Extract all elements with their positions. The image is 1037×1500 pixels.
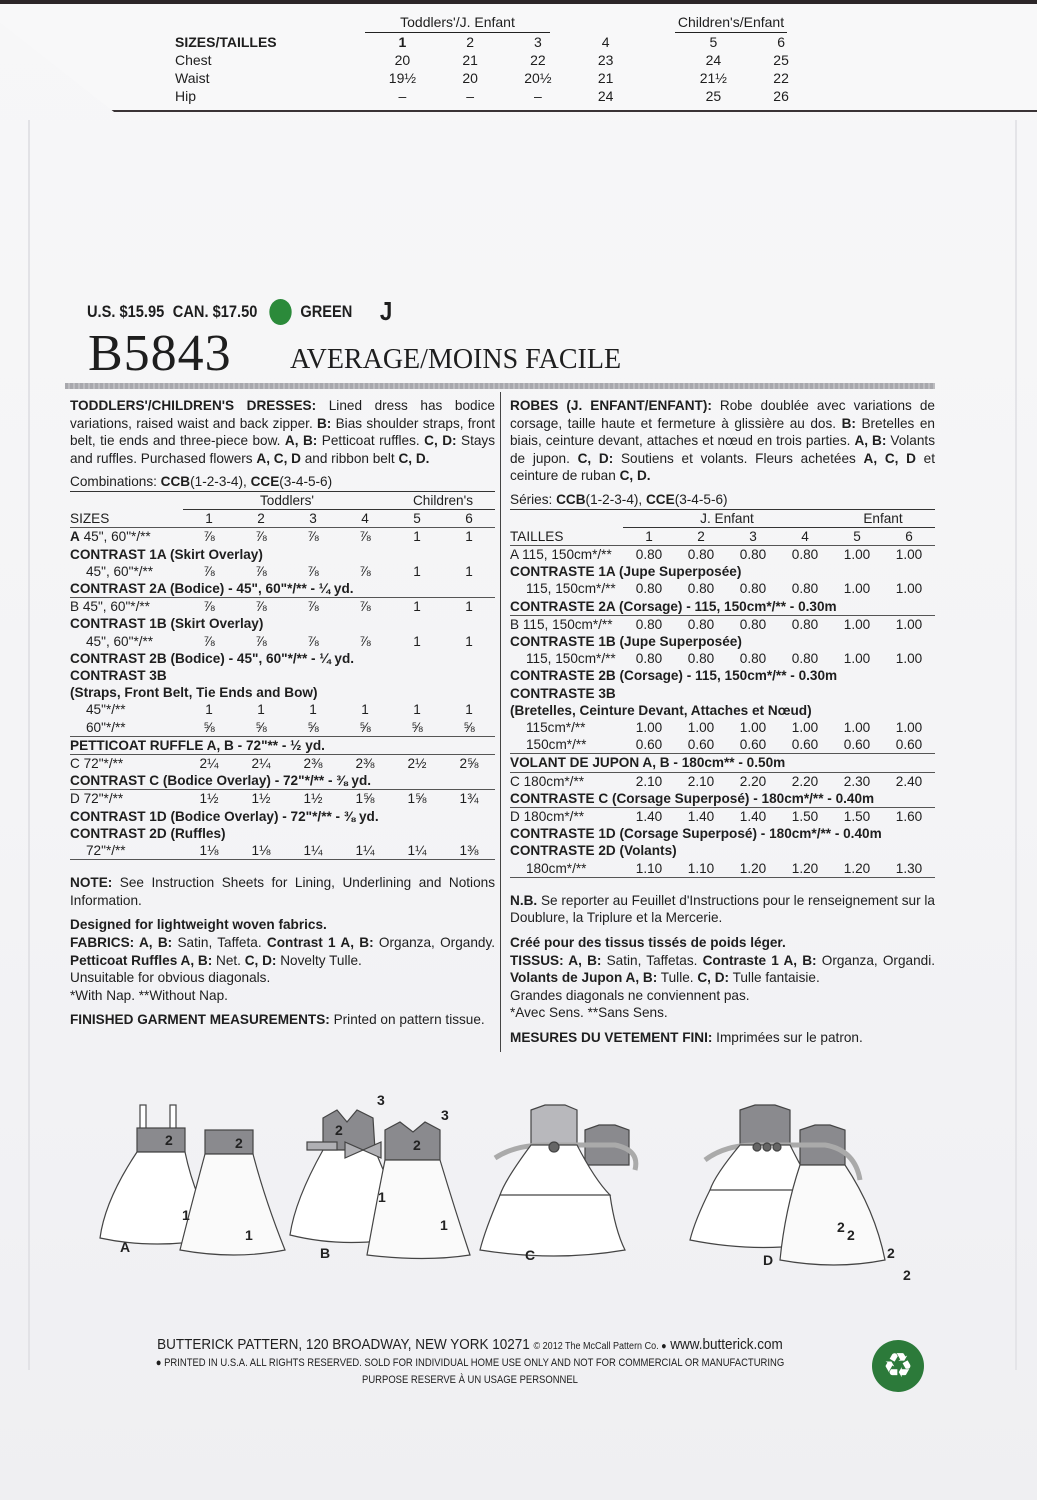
table-row: CONTRAST C (Bodice Overlay) - 72"*/** - ⅜ yd. <box>70 772 495 790</box>
svg-text:2: 2 <box>335 1122 343 1138</box>
table-row: 45", 60"*/** ⅞ ⅞ ⅞ ⅞ 1 1 <box>86 563 473 579</box>
svg-text:2: 2 <box>887 1245 895 1261</box>
designed-for: Créé pour des tissus tissés de poids léger. <box>510 935 786 951</box>
note: NOTE: See Instruction Sheets for Lining, Underlining and Notions Information. <box>70 875 495 908</box>
table-row: CONTRAST 3B <box>70 668 167 683</box>
table-row: B 45", 60"*/** ⅞ ⅞ ⅞ ⅞ 1 1 <box>70 599 473 615</box>
table-row: D 72"*/** 1½ 1½ 1½ 1⅝ 1⅝ 1¾ <box>70 791 479 807</box>
svg-text:2: 2 <box>235 1135 243 1151</box>
table-row: A 45", 60"*/** ⅞ ⅞ ⅞ ⅞ 1 1 <box>70 529 473 545</box>
table-row: CONTRAST 1A (Skirt Overlay) <box>70 546 263 562</box>
size-row: SIZES/TAILLES 1 2 3 4 5 6 <box>175 34 785 50</box>
website-link[interactable]: www.butterick.com <box>670 1336 783 1353</box>
table-row: CONTRAST 1D (Bodice Overlay) - 72"*/** - ⅜ yd. <box>70 808 379 824</box>
table-row: CONTRASTE C (Corsage Superposé) - 180cm*/** - 0.40m <box>510 790 935 808</box>
unsuitable: Unsuitable for obvious diagonals. <box>70 970 271 986</box>
svg-text:2: 2 <box>847 1227 855 1243</box>
group-header-children: Children's/Enfant <box>675 14 787 33</box>
nap-legend: *Avec Sens. **Sans Sens. <box>510 1005 668 1021</box>
table-row: CONTRASTE 2A (Corsage) - 115, 150cm*/** - 0.30m <box>510 598 935 616</box>
description: ROBES (J. ENFANT/ENFANT): Robe doublée avec variations de corsage, taille haute et fermeture à glissière au dos. B: Bretelles en biais, ceinture devant, attaches et nœud en trois parties. A, B: Volants de jupon. C, D: Soutiens et volants. Fleurs achetées A, C, D et ceinture de ruban C, D. <box>510 398 935 484</box>
table-row: VOLANT DE JUPON A, B - 180cm** - 0.50m <box>510 754 935 772</box>
svg-text:2: 2 <box>165 1132 173 1148</box>
svg-text:A: A <box>120 1239 131 1255</box>
nap-legend: *With Nap. **Without Nap. <box>70 987 228 1003</box>
unsuitable: Grandes diagonals ne conviennent pas. <box>510 987 750 1003</box>
svg-text:2: 2 <box>903 1267 911 1283</box>
table-row: 115, 150cm*/** 0.80 0.80 0.80 0.80 1.00 1.00 <box>526 651 923 667</box>
table-row: CONTRASTE 2D (Volants) <box>510 843 677 859</box>
table-row: CONTRASTE 1B (Jupe Superposée) <box>510 633 742 649</box>
garment-illustrations <box>95 1090 935 1290</box>
table-row: C 72"*/** 2¼ 2¼ 2⅜ 2⅜ 2½ 2⅝ <box>70 756 479 772</box>
table-row: 45", 60"*/** ⅞ ⅞ ⅞ ⅞ 1 1 <box>86 633 473 649</box>
fold-line <box>1015 120 1017 1370</box>
french-column <box>510 397 935 1054</box>
table-row: CONTRAST 2B (Bodice) - 45", 60"*/** - ¼ yd. <box>70 650 355 666</box>
table-row: 115, 150cm*/** 0.80 0.80 0.80 0.80 1.00 1.00 <box>526 581 923 597</box>
table-row: 45"*/** 1 1 1 1 1 1 <box>86 702 473 718</box>
table-row: 60"*/** ⅝ ⅝ ⅝ ⅝ ⅝ ⅝ <box>70 719 495 737</box>
english-column <box>70 397 495 1036</box>
svg-text:1: 1 <box>245 1227 253 1243</box>
price-us: U.S. $15.95 <box>87 301 165 321</box>
table-row: A 115, 150cm*/** 0.80 0.80 0.80 0.80 1.00 1.00 <box>510 546 923 562</box>
color-dot-icon <box>269 299 291 325</box>
svg-text:2: 2 <box>837 1219 845 1235</box>
sizes-row: SIZES 1 2 3 4 5 6 <box>70 510 495 528</box>
yardage-table: Toddlers' Children's SIZES 1 2 3 4 5 6 A 45", 60"*/** ⅞ ⅞ ⅞ ⅞ 1 1 CONTRAST 1A (Skirt Overlay) 45", 60"*/** ⅞ ⅞ ⅞ ⅞ 1 1 CONTRAST 2A (Bodice) - 45", 60"*/** - ¼ yd. B 45", 60"*/** ⅞ ⅞ ⅞ ⅞ 1 1 CONTRAST 1B (Skirt Overlay) 45", 60"*/** ⅞ ⅞ ⅞ ⅞ 1 1 CONTRAST 2B (Bodice) - 45", 60"*/** - ¼ yd. CONTRAST 3B (Straps, Front Belt, Tie Ends and Bow) 45"*/** 1 1 1 1 1 1 60"*/** ⅝ ⅝ ⅝ ⅝ ⅝ ⅝ PETTICOAT RUFFLE A, B - 72"** - ½ yd. C 72"*/** 2¼ 2¼ 2⅜ 2⅜ 2½ 2⅝ CONTRAST C (Bodice Overlay) - 72"*/** - ⅜ yd. D 72"*/** 1½ 1½ 1½ 1⅝ 1⅝ 1¾ CONTRAST 1D (Bodice Overlay) - 72"*/** - ⅜ yd. CONTRAST 2D (Ruffles) 72"*/** 1⅛ 1⅛ 1¼ 1¼ 1¼ 1⅜ <box>70 492 495 860</box>
price-line <box>87 296 401 327</box>
table-row: CONTRAST 2A (Bodice) - 45", 60"*/** - ¼ yd. <box>70 580 495 598</box>
svg-text:1: 1 <box>378 1189 386 1205</box>
svg-text:B: B <box>320 1245 331 1261</box>
notes <box>510 892 935 1047</box>
table-row: B 115, 150cm*/** 0.80 0.80 0.80 0.80 1.00 1.00 <box>510 616 923 632</box>
combinations: Combinations: CCB(1-2-3-4), CCE(3-4-5-6) <box>70 473 495 492</box>
table-row: CONTRASTE 2B (Corsage) - 115, 150cm*/** - 0.30m <box>510 668 838 684</box>
table-row: CONTRASTE 1D (Corsage Superposé) - 180cm*/** - 0.40m <box>510 826 882 842</box>
table-row: 180cm*/** 1.10 1.10 1.20 1.20 1.20 1.30 <box>510 860 935 878</box>
yardage-table: J. Enfant Enfant TAILLES 1 2 3 4 5 6 A 115, 150cm*/** 0.80 0.80 0.80 0.80 1.00 1.00 CONTRASTE 1A (Jupe Superposée) 115, 150cm*/** 0.80 0.80 0.80 0.80 1.00 1.00 CONTRASTE 2A (Corsage) - 115, 150cm*/** - 0.30m B 115, 150cm*/** 0.80 0.80 0.80 0.80 1.00 1.00 CONTRASTE 1B (Jupe Superposée) 115, 150cm*/** 0.80 0.80 0.80 0.80 1.00 1.00 CONTRASTE 2B (Corsage) - 115, 150cm*/** - 0.30m CONTRASTE 3B (Bretelles, Ceinture Devant, Attaches et Nœud) 115cm*/** 1.00 1.00 1.00 1.00 1.00 1.00 150cm*/** 0.60 0.60 0.60 0.60 0.60 0.60 VOLANT DE JUPON A, B - 180cm** - 0.50m C 180cm*/** 2.10 2.10 2.20 2.20 2.30 2.40 CONTRASTE C (Corsage Superposé) - 180cm*/** - 0.40m D 180cm*/** 1.40 1.40 1.40 1.50 1.50 1.60 CONTRASTE 1D (Corsage Superposé) - 180cm*/** - 0.40m CONTRASTE 2D (Volants) 180cm*/** 1.10 1.10 1.20 1.20 1.20 1.30 <box>510 510 935 878</box>
fabrics: FABRICS: A, B: Satin, Taffeta. Contrast 1 A, B: Organza, Organdy. Petticoat Ruffles A, B: Net. C, D: Novelty Tulle. <box>70 935 496 968</box>
svg-text:D: D <box>763 1252 774 1268</box>
fabrics: TISSUS: A, B: Satin, Taffetas. Contraste 1 A, B: Organza, Organdi. Volants de Jupon A, B: Tulle. C, D: Tulle fantaisie. <box>510 952 936 986</box>
table-row: CONTRAST 2D (Ruffles) <box>70 825 226 841</box>
notes <box>70 874 495 1029</box>
table-row: PETTICOAT RUFFLE A, B - 72"** - ½ yd. <box>70 736 495 754</box>
table-row: 150cm*/** 0.60 0.60 0.60 0.60 0.60 0.60 <box>510 736 935 754</box>
table-row: (Bretelles, Ceinture Devant, Attaches et Nœud) <box>510 702 812 718</box>
svg-text:2: 2 <box>413 1137 421 1153</box>
publisher-footer <box>75 1336 865 1386</box>
table-row: 72"*/** 1⅛ 1⅛ 1¼ 1¼ 1¼ 1⅜ <box>70 842 495 860</box>
sizes-row: TAILLES 1 2 3 4 5 6 <box>510 528 935 546</box>
recycle-icon: ♻ <box>872 1340 924 1392</box>
svg-text:1: 1 <box>440 1217 448 1233</box>
chest-row: Chest 20 21 22 23 24 25 <box>175 52 789 68</box>
rights-notice: ● PRINTED IN U.S.A. ALL RIGHTS RESERVED. SOLD FOR INDIVIDUAL HOME USE ONLY AND NOT FOR COMMERCIAL OR MANUFACTURING <box>155 1357 785 1369</box>
header-rule <box>65 383 935 389</box>
table-row: CONTRAST 1B (Skirt Overlay) <box>70 616 264 632</box>
personal-use-notice: PURPOSE RESERVE À UN USAGE PERSONNEL <box>362 1374 578 1386</box>
pattern-number: B5843 <box>88 325 232 382</box>
table-row: 115cm*/** 1.00 1.00 1.00 1.00 1.00 1.00 <box>526 720 923 735</box>
waist-row: Waist 19½ 20 20½ 21 21½ 22 <box>175 70 789 86</box>
publisher-address: BUTTERICK PATTERN, 120 BROADWAY, NEW YORK 10271 © 2012 The McCall Pattern Co. ● www.butterick.com <box>157 1336 783 1353</box>
price-can: CAN. $17.50 <box>172 301 258 321</box>
color-name: GREEN <box>300 301 353 321</box>
envelope-edge <box>0 0 1037 4</box>
svg-text:3: 3 <box>441 1107 449 1123</box>
table-row: C 180cm*/** 2.10 2.10 2.20 2.20 2.30 2.40 <box>510 773 923 789</box>
fold-line <box>28 120 30 1370</box>
difficulty-level: AVERAGE/MOINS FACILE <box>290 344 622 375</box>
table-row: D 180cm*/** 1.40 1.40 1.40 1.50 1.50 1.60 <box>510 809 923 825</box>
group-header-toddlers: Toddlers'/J. Enfant <box>365 14 550 33</box>
table-row: CONTRASTE 3B <box>510 685 616 701</box>
table-row: (Straps, Front Belt, Tie Ends and Bow) <box>70 685 318 701</box>
combinations: Séries: CCB(1-2-3-4), CCE(3-4-5-6) <box>510 491 935 510</box>
svg-text:3: 3 <box>377 1092 385 1108</box>
level-letter: J <box>379 296 393 326</box>
hip-row: Hip – – – 24 25 26 <box>175 88 789 104</box>
designed-for: Designed for lightweight woven fabrics. <box>70 917 327 933</box>
svg-text:1: 1 <box>182 1207 190 1223</box>
column-divider <box>500 392 501 1052</box>
finished-measurements: MESURES DU VETEMENT FINI: Imprimées sur le patron. <box>510 1029 863 1045</box>
note: N.B. Se reporter au Feuillet d'Instructions pour le renseignement sur la Doublure, la Triplure et la Mercerie. <box>510 892 935 926</box>
finished-measurements: FINISHED GARMENT MEASUREMENTS: Printed on pattern tissue. <box>70 1012 485 1028</box>
table-row: CONTRASTE 1A (Jupe Superposée) <box>510 564 742 580</box>
description: TODDLERS'/CHILDREN'S DRESSES: Lined dress has bodice variations, raised waist and back zipper. B: Bias shoulder straps, front belt, tie ends and three-piece bow. A, B: Petticoat ruffles. C, D: Stays and ruffles. Purchased flowers A, C, D and ribbon belt C, D. <box>70 398 496 466</box>
svg-text:C: C <box>525 1247 536 1263</box>
dress-sketches-icon <box>95 1090 935 1290</box>
